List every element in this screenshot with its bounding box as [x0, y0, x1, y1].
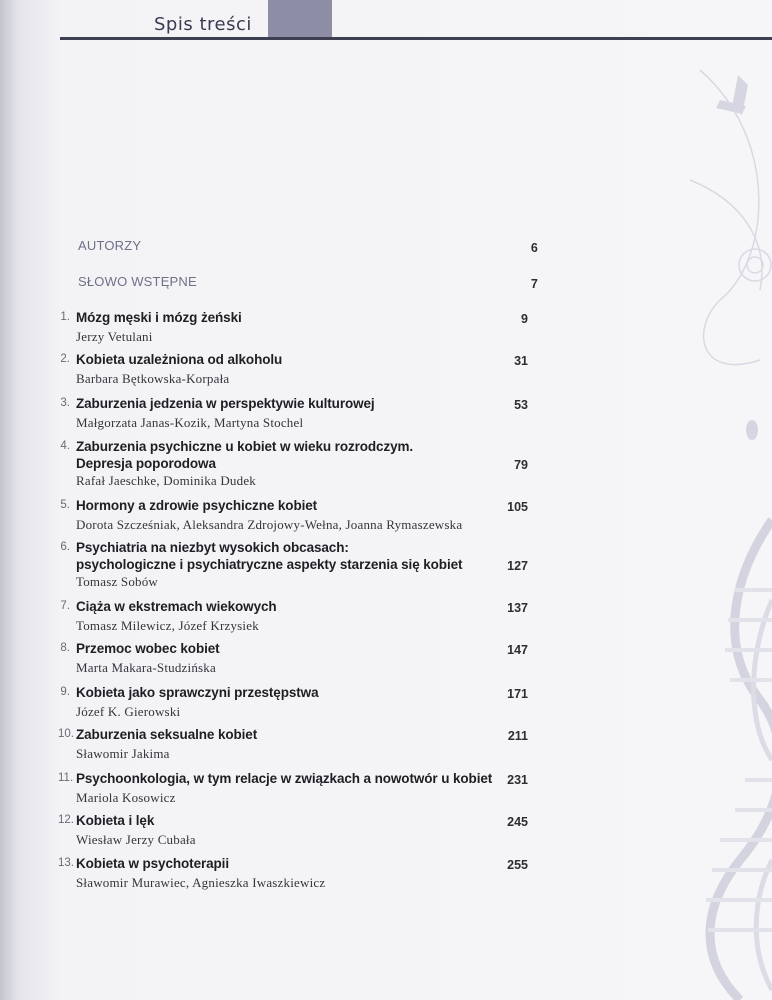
chapter-title: [76, 395, 476, 412]
chapter-title-line: Kobieta w psychoterapii: [76, 856, 229, 871]
front-matter-label: SŁOWO WSTĘPNE: [78, 274, 197, 289]
chapter-title-line: Zaburzenia jedzenia w perspektywie kulturowej: [76, 396, 375, 411]
chapter-authors: Mariola Kosowicz: [76, 790, 176, 805]
chapter-title-line: Kobieta jako sprawczyni przestępstwa: [76, 685, 319, 700]
chapter-authors: Jerzy Vetulani: [76, 329, 153, 344]
chapter-title: [76, 539, 476, 573]
chapter-title-line: Zaburzenia psychiczne u kobiet w wieku rozrodczym.: [76, 439, 414, 454]
chapter-title-line: Hormony a zdrowie psychiczne kobiet: [76, 498, 318, 513]
chapter-title: [76, 812, 476, 829]
chapter-title: [76, 351, 476, 368]
chapter-title-line: Kobieta uzależniona od alkoholu: [76, 352, 283, 367]
page-number: 6: [530, 241, 538, 255]
chapter-authors: Józef K. Gierowski: [76, 704, 181, 719]
chapter-authors: Dorota Szcześniak, Aleksandra Zdrojowy-Wełna, Joanna Rymaszewska: [76, 517, 463, 532]
chapter-title-line: Ciąża w ekstremach wiekowych: [76, 599, 277, 614]
chapter-title: [76, 438, 476, 472]
page-number: 9: [521, 312, 528, 326]
chapter-number: 8.: [60, 642, 70, 654]
chapter-authors: Rafał Jaeschke, Dominika Dudek: [76, 473, 257, 488]
page-number: 105: [507, 500, 528, 514]
chapter-title: [76, 855, 476, 872]
chapter-number: 7.: [60, 600, 70, 612]
chapter-number: 3.: [60, 397, 70, 409]
chapter-title-line: Przemoc wobec kobiet: [76, 641, 220, 656]
chapter-title-line: Depresja poporodowa: [76, 456, 216, 471]
page-number: 137: [507, 601, 528, 615]
page-number: 245: [507, 815, 528, 829]
front-matter-label: AUTORZY: [78, 238, 142, 253]
page-number: 147: [507, 643, 528, 657]
chapter-number: 6.: [60, 541, 70, 553]
swirl-decoration: [690, 70, 771, 365]
chapter-number: 4.: [60, 440, 70, 452]
front-matter-foreword[interactable]: [78, 274, 538, 289]
page-number: 7: [530, 277, 538, 291]
header-accent-band: [268, 0, 332, 40]
chapter-title-line: Mózg męski i mózg żeński: [76, 310, 242, 325]
page-number: 255: [507, 858, 528, 872]
page-number: 171: [507, 687, 528, 701]
page-number: 127: [507, 559, 528, 573]
chapter-title: [76, 598, 476, 615]
front-matter-authors[interactable]: [78, 238, 538, 253]
chapter-title-line: Psychoonkologia, w tym relacje w związkach a nowotwór u kobiet: [76, 771, 493, 786]
chapter-title: [76, 640, 476, 657]
chapter-authors: Tomasz Sobów: [76, 574, 159, 589]
page-number: 53: [514, 398, 528, 412]
chapter-title: [76, 684, 476, 701]
chapter-authors: Sławomir Murawiec, Agnieszka Iwaszkiewicz: [76, 875, 326, 890]
chapter-authors: Tomasz Milewicz, Józef Krzysiek: [76, 618, 259, 633]
chapter-title: [76, 309, 476, 326]
chapter-authors: Marta Makara-Studzińska: [76, 660, 216, 675]
chapter-number: 9.: [60, 686, 70, 698]
chapter-title-line: psychologiczne i psychiatryczne aspekty starzenia się kobiet: [76, 557, 463, 572]
chapter-title: [76, 497, 476, 514]
chapter-number: 1.: [60, 311, 70, 323]
chapter-authors: Wiesław Jerzy Cubała: [76, 832, 196, 847]
page-number: 231: [507, 773, 528, 787]
chapter-number: 13.: [58, 857, 74, 869]
chapter-title: [76, 726, 476, 743]
chapter-authors: Małgorzata Janas-Kozik, Martyna Stochel: [76, 415, 304, 430]
chapter-number: 5.: [60, 499, 70, 511]
page-number: 211: [507, 729, 528, 743]
chapter-title: [76, 770, 506, 787]
chapter-title-line: Kobieta i lęk: [76, 813, 155, 828]
chapter-authors: Barbara Bętkowska-Korpała: [76, 371, 230, 386]
page-number: 79: [514, 458, 528, 472]
chapter-number: 12.: [58, 814, 74, 826]
chapter-title-line: Psychiatria na niezbyt wysokich obcasach:: [76, 540, 349, 555]
chapter-title-line: Zaburzenia seksualne kobiet: [76, 727, 258, 742]
page-number: 31: [514, 354, 528, 368]
chapter-authors: Sławomir Jakima: [76, 746, 170, 761]
chapter-number: 2.: [60, 353, 70, 365]
page-title: Spis treści: [154, 14, 252, 35]
chapter-number: 11.: [58, 772, 74, 784]
chapter-number: 10.: [58, 728, 74, 740]
header-rule: [60, 37, 772, 40]
